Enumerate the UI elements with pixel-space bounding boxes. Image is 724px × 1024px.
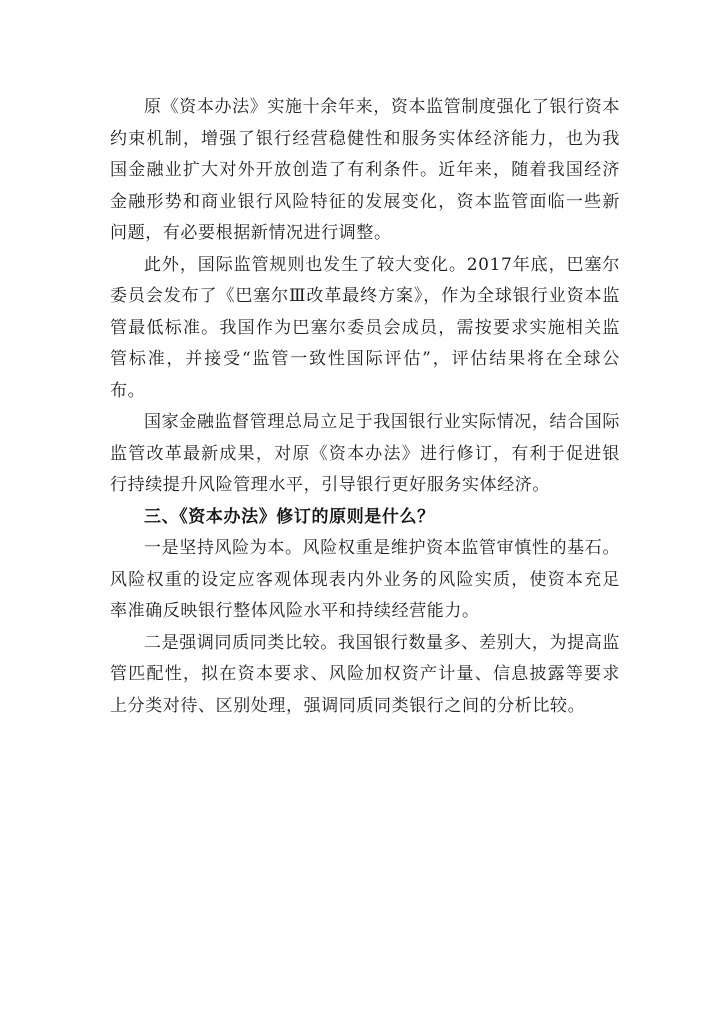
paragraph-principle-comparison: 二是强调同质同类比较。我国银行数量多、差别大，为提高监管匹配性，拟在资本要求、风险加权资产计量、信息披露等要求上分类对待、区别处理，强调同质同类银行之间的分析比较。 xyxy=(110,632,620,716)
paragraph-capital-rules-review: 原《资本办法》实施十余年来，资本监管制度强化了银行资本约束机制，增强了银行经营稳健性和服务实体经济能力，也为我国金融业扩大对外开放创造了有利条件。近年来，随着我国经济金融形势和商业银行风险特征的发展变化，资本监管面临一些新问题，有必要根据新情况进行调整。 xyxy=(110,97,620,243)
paragraph-nfra-revision: 国家金融监督管理总局立足于我国银行业实际情况，结合国际监管改革最新成果，对原《资本办法》进行修订，有利于促进银行持续提升风险管理水平，引导银行更好服务实体经济。 xyxy=(110,412,620,495)
paragraph-principle-risk: 一是坚持风险为本。风险权重是维护资本监管审慎性的基石。风险权重的设定应客观体现表内外业务的风险实质，使资本充足率准确反映银行整体风险水平和持续经营能力。 xyxy=(110,538,620,621)
document-body xyxy=(110,92,620,722)
paragraph-basel-changes: 此外，国际监管规则也发生了较大变化。2017年底，巴塞尔委员会发布了《巴塞尔Ⅲ改革最终方案》，作为全球银行业资本监管最低标准。我国作为巴塞尔委员会成员，需按要求实施相关监管标准，并接受“监管一致性国际评估”，评估结果将在全球公布。 xyxy=(110,254,620,401)
section-heading: 三、《资本办法》修订的原则是什么？ xyxy=(144,506,435,527)
